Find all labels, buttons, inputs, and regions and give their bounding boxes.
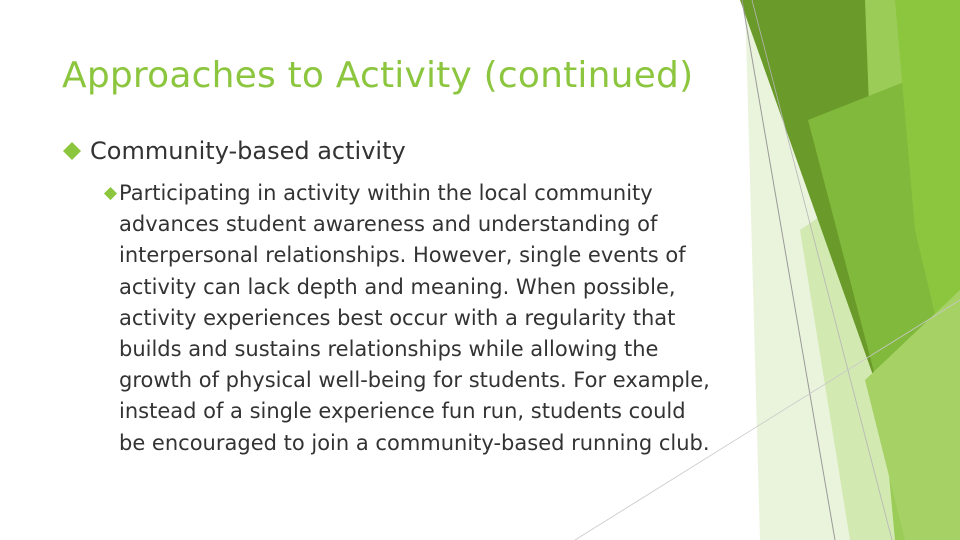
- sub-bullet-participating: [103, 178, 715, 459]
- diamond-bullet-icon: [62, 141, 82, 161]
- slide-title: Approaches to Activity (continued): [62, 55, 694, 96]
- bullet-community-based-activity: [62, 134, 406, 168]
- diamond-bullet-icon: [103, 186, 118, 201]
- sub-bullet-text: Participating in activity within the local community advances student awareness and understanding of interpersonal relationships. However, single events of activity can lack depth and meaning. When possible, activity experiences best occur with a regularity that builds and sustains relationships while allowing the growth of physical well-being for students. For example, instead of a single experience fun run, students could be encouraged to join a community-based running club.: [119, 181, 710, 455]
- bullet-label: Community-based activity: [90, 137, 406, 165]
